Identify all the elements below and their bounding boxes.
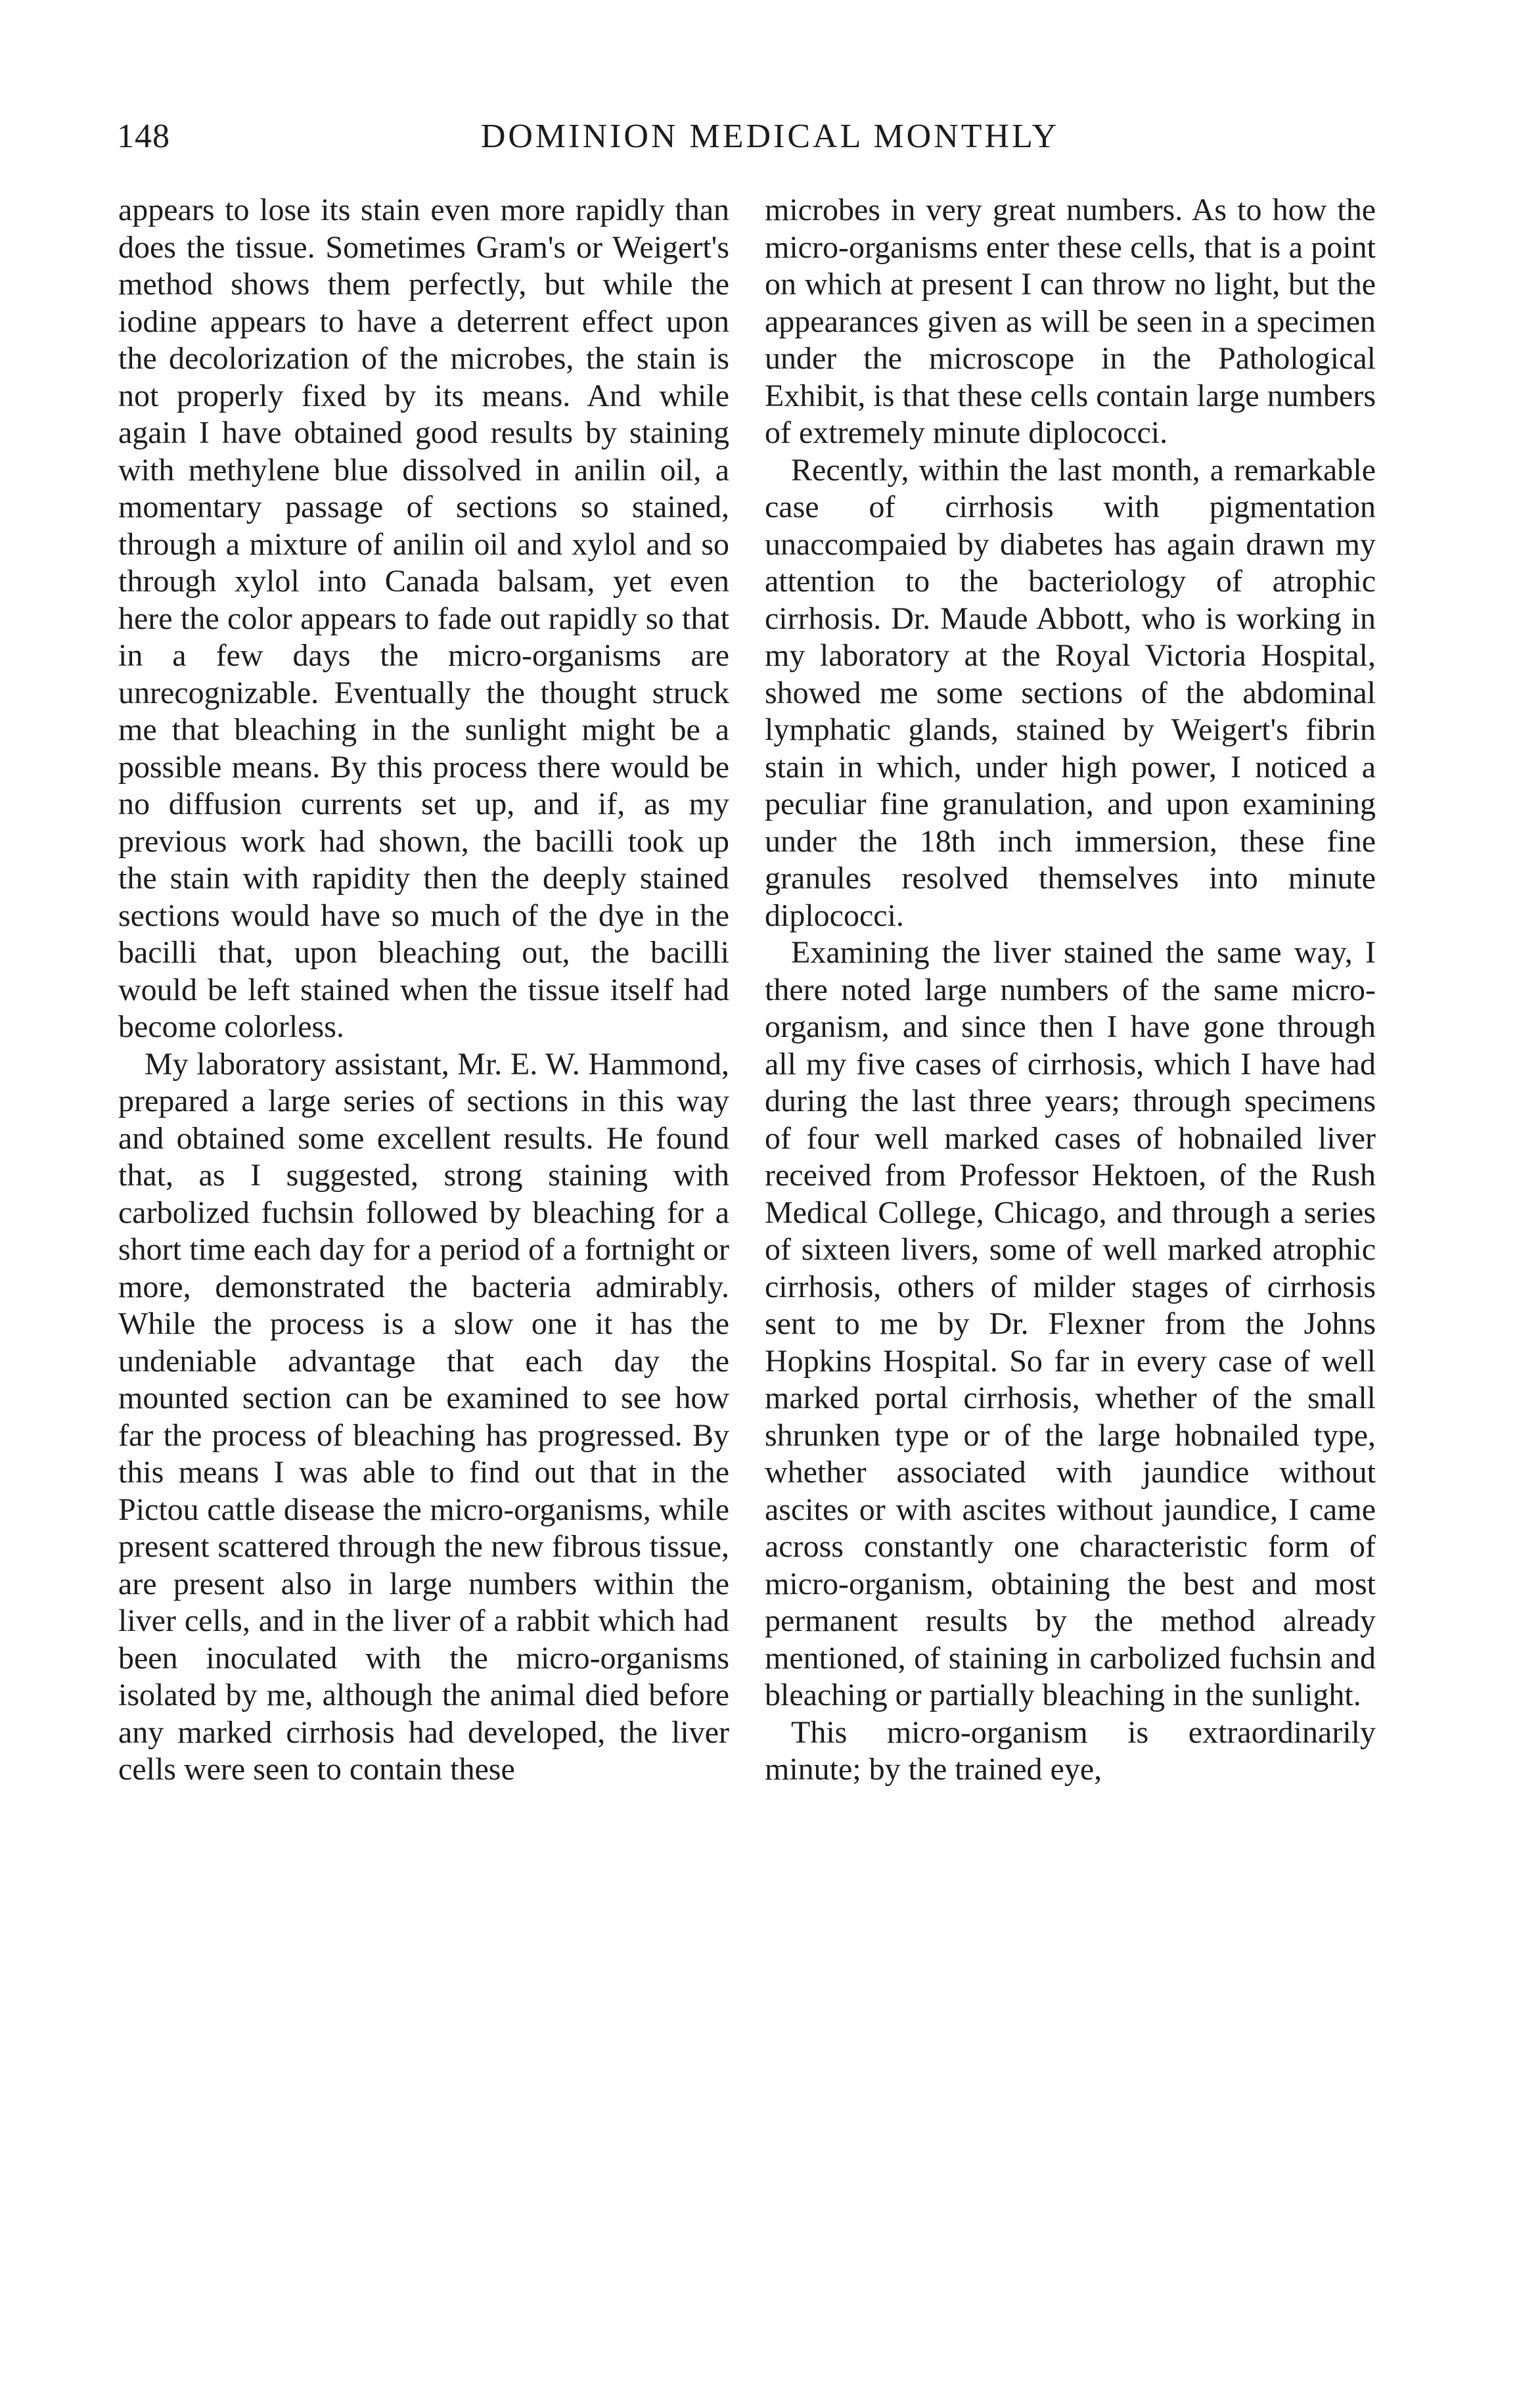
paragraph: My laboratory assistant, Mr. E. W. Hammond, prepared a large series of sections in this way and obtained some excellent results. He found that, as I suggested, strong staining with carbolized fuchsin followed by bleaching for a short time each day for a period of a fortnight or more, demonstrated the bacteria admirably. While the process is a slow one it has the undeniable advantage that each day the mounted section can be examined to see how far the process of bleaching has progressed. By this means I was able to find out that in the Pictou cattle disease the micro-organisms, while present scattered through the new fibrous tissue, are present also in large numbers within the liver cells, and in the liver of a rabbit which had been inoculated with the micro-organisms isolated by me, although the animal died before any marked cirrhosis had developed, the liver cells were seen to contain these	[118, 1046, 729, 1787]
paragraph: microbes in very great numbers. As to how the micro-organisms enter these cells, that is a point on which at present I can throw no light, but the appearances given as will be seen in a specimen under the microscope in the Pathological Exhibit, is that these cells contain large numbers of extremely minute diplococci.	[765, 193, 1376, 450]
paragraph: This micro-organism is extraordinarily minute; by the trained eye,	[765, 1714, 1376, 1787]
paragraph: Examining the liver stained the same way, I there noted large numbers of the same micro-organism, and since then I have gone through all my five cases of cirrhosis, which I have had during the last three years; through specimens of four well marked cases of hobnailed liver received from Professor Hektoen, of the Rush Medical College, Chicago, and through a series of sixteen livers, some of well marked atrophic cirrhosis, others of milder stages of cirrhosis sent to me by Dr. Flexner from the Johns Hopkins Hospital. So far in every case of well marked portal cirrhosis, whether of the small shrunken type or of the large hobnailed type, whether associated with jaundice without ascites or with ascites without jaundice, I came across constantly one characteristic form of micro-organism, obtaining the best and most permanent results by the method already mentioned, of staining in carbolized fuchsin and bleaching or partially bleaching in the sunlight.	[765, 935, 1376, 1712]
paragraph: Recently, within the last month, a remarkable case of cirrhosis with pigmentation unaccompaied by diabetes has again drawn my attention to the bacteriology of atrophic cirrhosis. Dr. Maude Abbott, who is working in my laboratory at the Royal Victoria Hospital, showed me some sections of the abdominal lymphatic glands, stained by Weigert's fibrin stain in which, under high power, I noticed a peculiar fine granulation, and upon examining under the 18th inch immersion, these fine granules resolved themselves into minute diplococci.	[765, 452, 1376, 933]
paragraph: appears to lose its stain even more rapidly than does the tissue. Sometimes Gram's or Weigert's method shows them perfectly, but while the iodine appears to have a deterrent effect upon the decolorization of the microbes, the stain is not properly fixed by its means. And while again I have obtained good results by staining with methylene blue dissolved in anilin oil, a momentary passage of sections so stained, through a mixture of anilin oil and xylol and so through xylol into Canada balsam, yet even here the color appears to fade out rapidly so that in a few days the micro-organisms are unrecognizable. Eventually the thought struck me that bleaching in the sunlight might be a possible means. By this process there would be no diffusion currents set up, and if, as my previous work had shown, the bacilli took up the stain with rapidity then the deeply stained sections would have so much of the dye in the bacilli that, upon bleaching out, the bacilli would be left stained when the tissue itself had become colorless.	[118, 193, 729, 1044]
left-column	[118, 192, 729, 1789]
page-number: 148	[117, 118, 170, 155]
running-title: DOMINION MEDICAL MONTHLY	[480, 118, 1060, 155]
right-column	[765, 192, 1376, 1789]
